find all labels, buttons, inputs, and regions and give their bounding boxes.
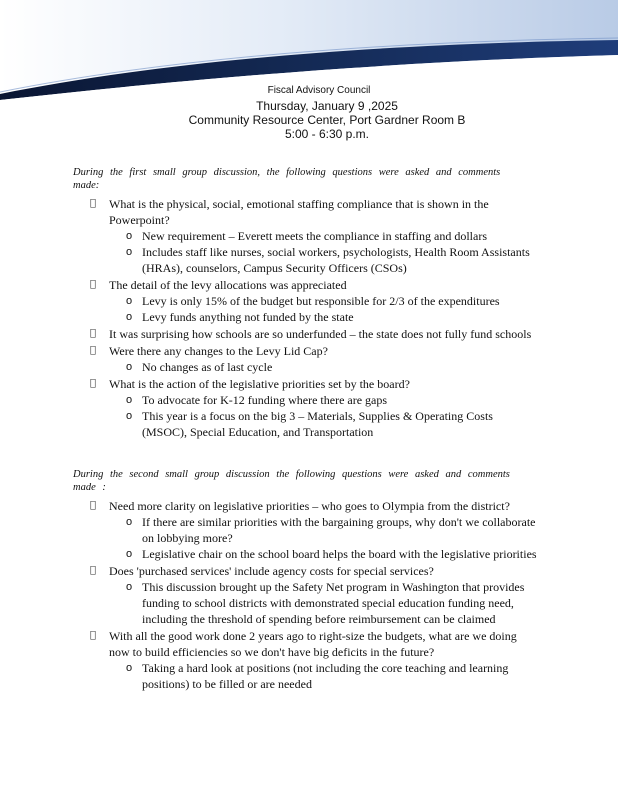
list-item	[90, 563, 540, 627]
sub-list-item-text: Includes staff like nurses, social workers, psychologists, Health Room Assistants (HRAs), counselors, Campus Security Officers (CSOs)	[142, 245, 530, 275]
list-item-text: It was surprising how schools are so underfunded – the state does not fully fund schools	[109, 327, 532, 341]
list-item-text: What is the action of the legislative priorities set by the board?	[109, 377, 410, 391]
bullet-icon	[90, 343, 102, 359]
sub-list	[109, 293, 540, 325]
sub-list-item	[126, 660, 540, 692]
sub-list-item-text: To advocate for K-12 funding where there are gaps	[142, 393, 388, 407]
circle-bullet-icon: o	[126, 516, 133, 528]
sub-list	[109, 392, 540, 440]
bullet-icon	[90, 196, 102, 212]
sub-list-item-text: Levy is only 15% of the budget but responsible for 2/3 of the expenditures	[142, 294, 500, 308]
section2-list	[90, 498, 540, 693]
meeting-time: 5:00 - 6:30 p.m.	[284, 127, 370, 141]
page-title: Fiscal Advisory Council	[170, 84, 468, 98]
sub-list-item-text: Legislative chair on the school board helps the board with the legislative priorities	[142, 547, 537, 561]
meeting-location: Community Resource Center, Port Gardner Room B	[188, 113, 466, 127]
sub-list-item	[126, 392, 540, 408]
circle-bullet-icon: o	[126, 394, 133, 406]
sub-list	[109, 228, 540, 276]
bullet-icon	[90, 376, 102, 392]
list-item	[90, 498, 540, 562]
list-item	[90, 343, 540, 375]
bullet-icon	[90, 326, 102, 342]
sub-list-item	[126, 293, 540, 309]
sub-list-item-text: Taking a hard look at positions (not including the core teaching and learning positions) to be filled or are needed	[142, 661, 509, 691]
circle-bullet-icon: o	[126, 581, 133, 593]
sub-list-item-text: Levy funds anything not funded by the state	[142, 310, 354, 324]
circle-bullet-icon: o	[126, 361, 133, 373]
list-item-text: With all the good work done 2 years ago to right-size the budgets, what are we doing now to build efficiencies so we don't have big deficits in the future?	[109, 629, 517, 659]
sub-list-item	[126, 244, 540, 276]
sub-list-item	[126, 514, 540, 546]
list-item-text: The detail of the levy allocations was appreciated	[109, 278, 347, 292]
sub-list-item	[126, 228, 540, 244]
bullet-icon	[90, 563, 102, 579]
list-item-text: Does 'purchased services' include agency costs for special services?	[109, 564, 434, 578]
sub-list-item-text: New requirement – Everett meets the compliance in staffing and dollars	[142, 229, 487, 243]
list-item-text: Were there any changes to the Levy Lid Cap?	[109, 344, 328, 358]
circle-bullet-icon: o	[126, 230, 133, 242]
circle-bullet-icon: o	[126, 662, 133, 674]
list-item	[90, 376, 540, 440]
section2-intro: During the second small group discussion the following questions were asked and comments made :	[73, 469, 510, 493]
sub-list-item-text: This discussion brought up the Safety Net program in Washington that provides funding to school districts with demonstrated special education funding need, including the threshold of spending before reimbursement can be claimed	[142, 580, 525, 626]
sub-list-item	[126, 546, 540, 562]
circle-bullet-icon: o	[126, 410, 133, 422]
sub-list	[109, 660, 540, 692]
list-item-text: What is the physical, social, emotional staffing compliance that is shown in the Powerpoint?	[109, 197, 489, 227]
sub-list	[109, 359, 540, 375]
sub-list	[109, 514, 540, 562]
circle-bullet-icon: o	[126, 295, 133, 307]
sub-list-item	[126, 579, 540, 627]
meeting-date: Thursday, January 9 ,2025	[256, 99, 398, 113]
sub-list-item-text: This year is a focus on the big 3 – Materials, Supplies & Operating Costs (MSOC), Special Education, and Transportation	[142, 409, 493, 439]
bullet-icon	[90, 277, 102, 293]
list-item	[90, 277, 540, 325]
circle-bullet-icon: o	[126, 548, 133, 560]
bullet-icon	[90, 498, 102, 514]
section1-intro: During the first small group discussion, the following questions were asked and comments made:	[73, 167, 501, 191]
sub-list-item	[126, 408, 540, 440]
list-item	[90, 628, 540, 692]
list-item	[90, 326, 540, 342]
bullet-icon	[90, 628, 102, 644]
sub-list-item-text: If there are similar priorities with the bargaining groups, why don't we collaborate on lobbying more?	[142, 515, 536, 545]
sub-list-item-text: No changes as of last cycle	[142, 360, 273, 374]
meeting-info	[120, 99, 534, 141]
section1-list	[90, 196, 540, 441]
circle-bullet-icon: o	[126, 311, 133, 323]
list-item	[90, 196, 540, 276]
sub-list-item	[126, 359, 540, 375]
sub-list	[109, 579, 540, 627]
sub-list-item	[126, 309, 540, 325]
list-item-text: Need more clarity on legislative priorities – who goes to Olympia from the district?	[109, 499, 510, 513]
circle-bullet-icon: o	[126, 246, 133, 258]
